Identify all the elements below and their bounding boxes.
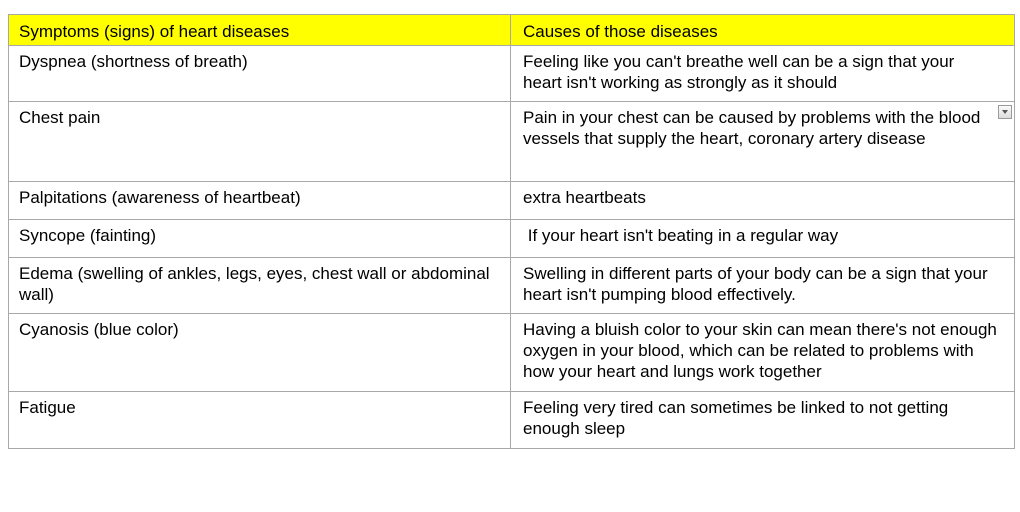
cause-text: Feeling like you can't breathe well can be a sign that your heart isn't working as strongly as it should xyxy=(523,52,955,92)
cause-cell[interactable] xyxy=(511,314,1015,392)
symptoms-causes-table xyxy=(8,14,1015,449)
symptom-text: Dyspnea (shortness of breath) xyxy=(19,52,248,71)
symptom-text: Edema (swelling of ankles, legs, eyes, chest wall or abdominal wall) xyxy=(19,264,490,304)
table-row xyxy=(9,258,1015,314)
table-row xyxy=(9,220,1015,258)
cause-text: Swelling in different parts of your body can be a sign that your heart isn't pumping blood effectively. xyxy=(523,264,988,304)
table-row xyxy=(9,392,1015,449)
symptom-cell[interactable] xyxy=(9,392,511,449)
symptom-text: Fatigue xyxy=(19,398,76,417)
table-row xyxy=(9,46,1015,102)
symptom-text: Cyanosis (blue color) xyxy=(19,320,179,339)
symptom-text: Syncope (fainting) xyxy=(19,226,157,245)
cause-text: If your heart isn't beating in a regular way xyxy=(523,226,839,245)
cause-text: Having a bluish color to your skin can mean there's not enough oxygen in your blood, which can be related to problems with how your heart and lungs work together xyxy=(523,320,997,381)
cell-dropdown-button[interactable] xyxy=(998,105,1012,119)
header-symptoms-label: Symptoms (signs) of heart diseases xyxy=(19,22,290,41)
cause-cell[interactable] xyxy=(511,392,1015,449)
symptom-text: Chest pain xyxy=(19,108,101,127)
symptom-text: Palpitations (awareness of heartbeat) xyxy=(19,188,301,207)
cause-cell[interactable] xyxy=(511,258,1015,314)
cause-text: extra heartbeats xyxy=(523,188,646,207)
cause-cell[interactable] xyxy=(511,46,1015,102)
symptom-cell[interactable] xyxy=(9,314,511,392)
table-row xyxy=(9,314,1015,392)
cause-cell[interactable] xyxy=(511,182,1015,220)
table-row xyxy=(9,102,1015,182)
header-cell-causes[interactable] xyxy=(511,15,1015,46)
chevron-down-icon xyxy=(1002,110,1008,114)
symptom-cell[interactable] xyxy=(9,46,511,102)
cause-text: Pain in your chest can be caused by problems with the blood vessels that supply the heart, coronary artery disease xyxy=(523,108,981,148)
symptom-cell[interactable] xyxy=(9,220,511,258)
table-row xyxy=(9,182,1015,220)
symptom-cell[interactable] xyxy=(9,258,511,314)
symptom-cell[interactable] xyxy=(9,102,511,182)
cause-cell[interactable] xyxy=(511,102,1015,182)
symptom-cell[interactable] xyxy=(9,182,511,220)
cause-text: Feeling very tired can sometimes be linked to not getting enough sleep xyxy=(523,398,949,438)
cause-cell[interactable] xyxy=(511,220,1015,258)
table-header-row xyxy=(9,15,1015,46)
header-cell-symptoms[interactable] xyxy=(9,15,511,46)
header-causes-label: Causes of those diseases xyxy=(523,22,718,41)
